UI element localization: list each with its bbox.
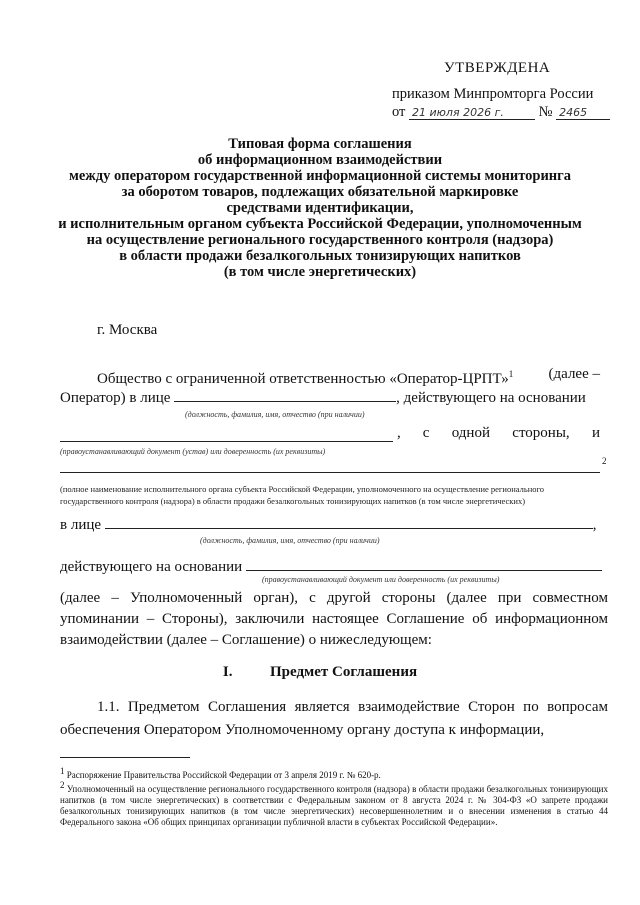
title-line: об информационном взаимодействии: [197, 152, 443, 168]
approval-date-line: [392, 104, 610, 121]
body-line-1: [97, 365, 600, 388]
section-number: I.: [222, 664, 233, 680]
title-line: и исполнительным органом субъекта Российской Федерации, уполномоченным: [58, 216, 582, 232]
date-prefix: от: [392, 104, 406, 120]
body-text: в лице: [60, 517, 102, 533]
body-text: (далее –: [548, 366, 600, 382]
footnote-ref-2: 2: [602, 456, 607, 466]
title-line: средствами идентификации,: [226, 200, 414, 216]
handwritten-number: 2465: [556, 106, 610, 120]
caption-authority-name: (полное наименование исполнительного органа субъекта Российской Федерации, уполномоченного на осуществление регионального государственного контроля (надзора) в области продажи безалкогольных тонизирующих напитков (в том числе энергетических): [60, 484, 545, 506]
body-text: , действующего на основании: [396, 390, 586, 406]
body-text: и: [591, 425, 600, 441]
authority-representative-field[interactable]: [105, 514, 593, 529]
approval-order: приказом Минпромторга России: [392, 86, 594, 102]
authority-name-field[interactable]: [60, 472, 600, 473]
caption-representative: (должность, фамилия, имя, отчество (при наличии): [185, 410, 365, 419]
operator-basis-field[interactable]: [60, 427, 393, 442]
footnote-mark: 2: [60, 780, 65, 790]
body-text: ,: [592, 517, 597, 533]
section-title: Предмет Соглашения: [270, 664, 418, 680]
body-line-3: [60, 424, 600, 442]
footnote-divider: [60, 757, 190, 758]
body-text: с: [422, 425, 430, 441]
body-line-2: [60, 387, 600, 407]
footnote-mark: 1: [60, 766, 65, 776]
section-heading: [0, 664, 640, 681]
title-line: (в том числе энергетических): [223, 264, 417, 280]
body-line-4: [60, 514, 605, 534]
footnote-2: [60, 780, 608, 828]
title-line: на осуществление регионального государственного контроля (надзора): [86, 232, 554, 248]
number-prefix: №: [538, 104, 553, 120]
body-text: ,: [397, 425, 401, 441]
approval-heading: УТВЕРЖДЕНА: [444, 60, 551, 76]
operator-name: Общество с ограниченной ответственностью «Оператор-ЦРПТ»: [97, 371, 509, 387]
body-line-5: [60, 556, 605, 576]
caption-basis: (правоустанавливающий документ (устав) или доверенность (их реквизиты): [60, 447, 326, 456]
footnote-text: Уполномоченный на осуществление регионального государственного контроля (надзора) в области продажи безалкогольных тонизирующих напитков (в том числе энергетических) в соответствии с Федеральным законом от 8 августа 2024 г. № 304-ФЗ «О запрете продажи безалкогольных тонизирующих напитков (в том числе энергетических) несовершеннолетним и о внесении изменения в статью 44 Федерального закона «Об общих принципах организации публичной власти в субъектах Российской Федерации».: [60, 784, 608, 827]
authority-basis-field[interactable]: [246, 556, 602, 571]
handwritten-date: 21 июля 2026 г.: [409, 106, 535, 120]
body-text: одной: [451, 425, 490, 441]
operator-representative-field[interactable]: [174, 387, 396, 402]
footnote-ref-1: 1: [508, 369, 514, 379]
body-text: Оператор) в лице: [60, 390, 171, 406]
body-text: стороны,: [512, 425, 570, 441]
document-title: [40, 136, 600, 280]
footnote-text: Распоряжение Правительства Российской Федерации от 3 апреля 2019 г. № 620-р.: [64, 770, 381, 780]
caption-authority-representative: (должность, фамилия, имя, отчество (при наличии): [200, 536, 380, 545]
caption-authority-basis: (правоустанавливающий документ или доверенность (их реквизиты): [262, 575, 500, 584]
title-line: Типовая форма соглашения: [228, 136, 412, 152]
body-text: действующего на основании: [60, 559, 243, 575]
clause-1-1: 1.1. Предметом Соглашения является взаимодействие Сторон по вопросам обеспечения Оператором Уполномоченному органу доступа к информации,: [60, 699, 608, 738]
title-line: за оборотом товаров, подлежащих обязательной маркировке: [121, 184, 519, 200]
title-line: между оператором государственной информационной системы мониторинга: [68, 168, 571, 184]
footnote-1: [60, 766, 608, 781]
title-line: в области продажи безалкогольных тонизирующих напитков: [119, 248, 521, 264]
city: г. Москва: [97, 322, 158, 338]
body-paragraph: (далее – Уполномоченный орган), с другой стороны (далее при совместном упоминании – Стороны), заключили настоящее Соглашение об информационном взаимодействии (далее – Соглашение) о нижеследующем:: [60, 590, 608, 648]
